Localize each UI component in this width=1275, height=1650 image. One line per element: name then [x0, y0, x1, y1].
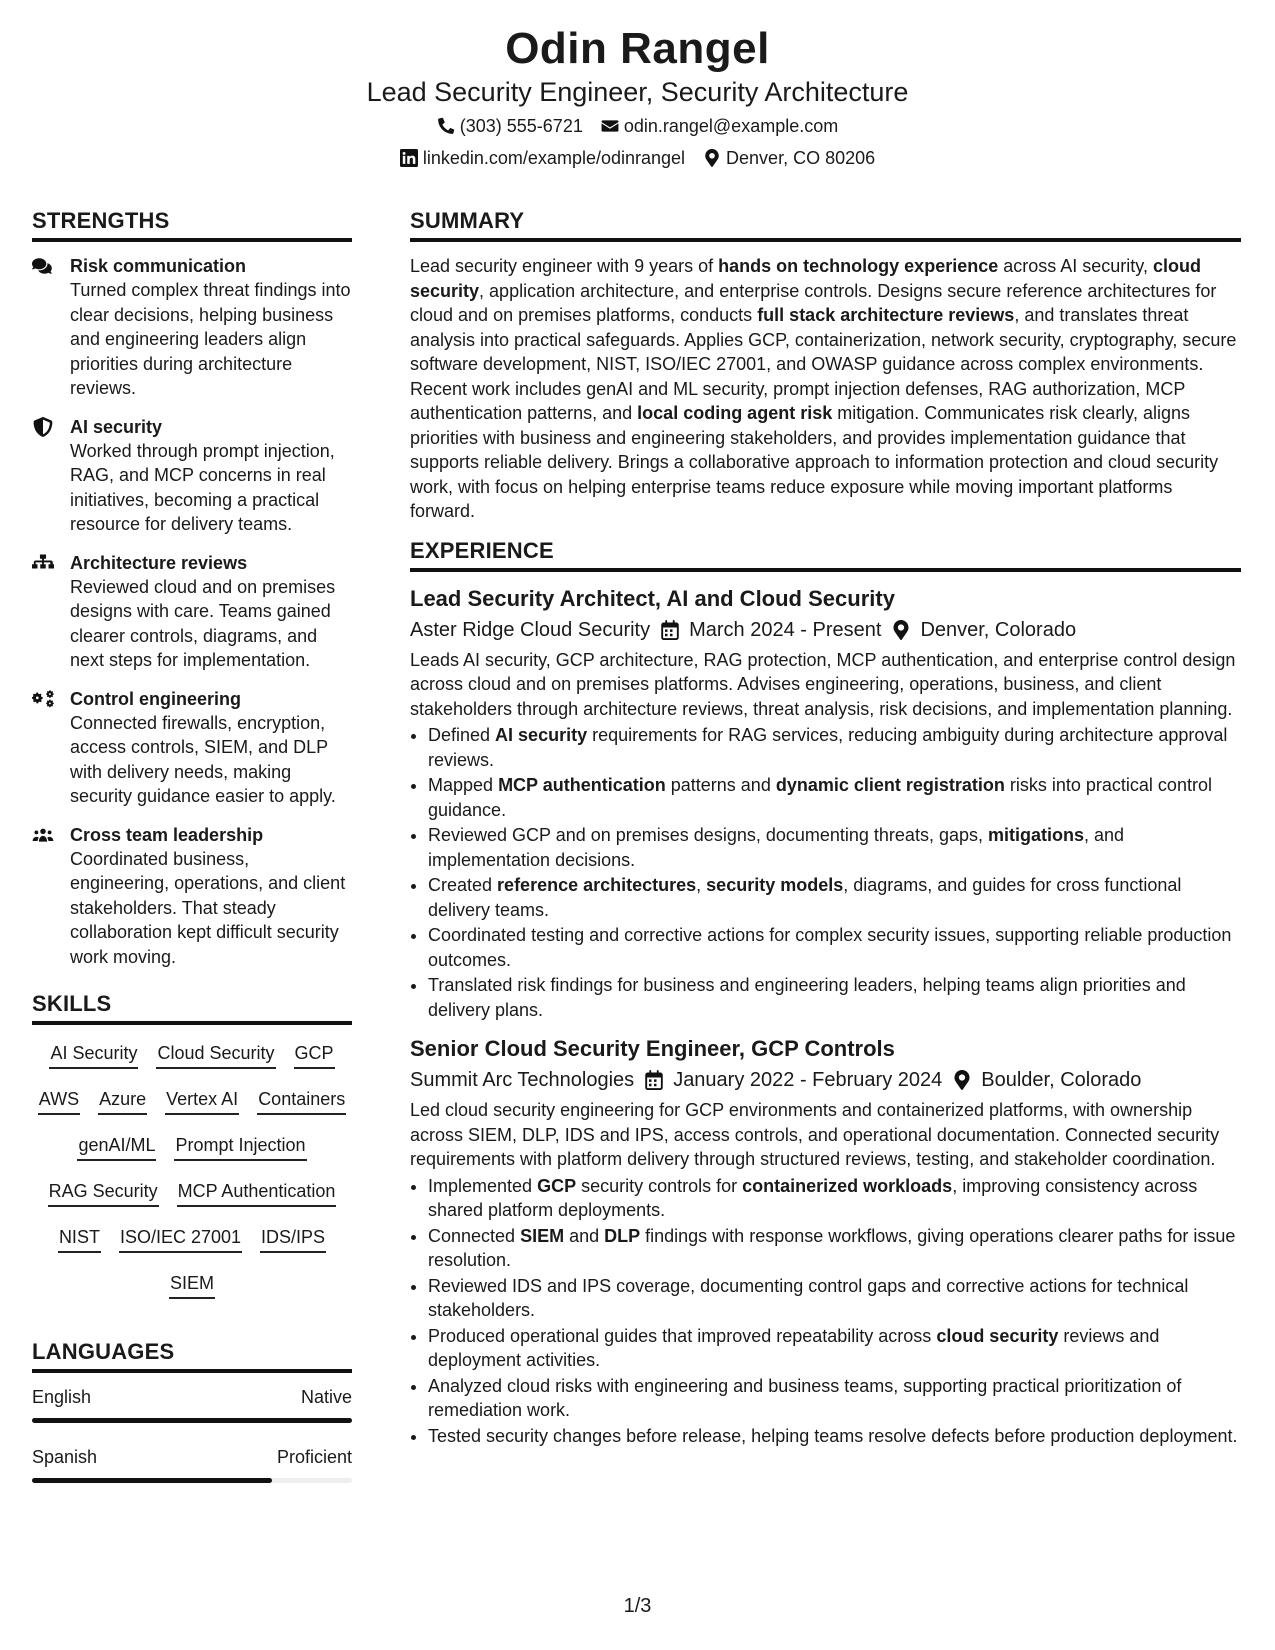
- emphasis-text: hands on technology experience: [718, 256, 999, 276]
- language-item: [32, 1385, 352, 1423]
- language-item: [32, 1445, 352, 1483]
- strength-title: Architecture reviews: [70, 552, 248, 573]
- left-column: [32, 208, 352, 1505]
- skill-tag: IDS/IPS: [260, 1225, 326, 1253]
- strength-desc: Reviewed cloud and on premises designs with care. Teams gained clearer controls, diagrams, and next steps for implementation.: [70, 576, 336, 670]
- strength-desc: Turned complex threat findings into clear decisions, helping business and engineering leaders align priorities during architecture reviews.: [70, 280, 351, 398]
- skills-list: [32, 1037, 352, 1299]
- job-entry: [410, 1034, 1241, 1448]
- comments-icon: [32, 256, 54, 276]
- map-pin-icon: [952, 1070, 972, 1090]
- emphasis-text: mitigations: [987, 825, 1084, 845]
- language-name: Spanish: [32, 1447, 98, 1467]
- job-company: Aster Ridge Cloud Security: [410, 618, 651, 641]
- users-icon: [32, 825, 54, 845]
- sitemap-icon: [32, 553, 54, 573]
- strength-title: Control engineering: [70, 688, 241, 709]
- job-bullet: [428, 873, 1241, 922]
- skill-tag: NIST: [58, 1225, 101, 1253]
- language-level: Proficient: [276, 1447, 352, 1467]
- skill-tag: AWS: [38, 1087, 80, 1115]
- emphasis-text: cloud security: [410, 256, 1201, 301]
- text-segment: , and translates threat analysis into practical safeguards. Applies GCP, containerization, network security, cryptography, secure software development, NIST, ISO/IEC 27001, and OWASP guidance across complex environments. Recent work includes genAI and ML security, prompt injection defenses, RAG authorization, MCP authentication patterns, and: [410, 305, 1237, 423]
- summary-text: [410, 254, 1241, 524]
- job-bullet: [428, 1274, 1241, 1323]
- location-text: Denver, CO 80206: [726, 148, 876, 168]
- skill-tag: Containers: [257, 1087, 346, 1115]
- text-segment: , diagrams, and guides for cross functional delivery teams.: [428, 875, 1182, 920]
- skills-heading: SKILLS: [32, 991, 352, 1025]
- skill-tag: GCP: [294, 1041, 335, 1069]
- emphasis-text: cloud security: [936, 1325, 1059, 1346]
- strength-title: Cross team leadership: [70, 824, 264, 845]
- text-segment: , application architecture, and enterprise controls. Designs secure reference architectures for cloud and on premises platforms, conducts: [410, 280, 1217, 325]
- text-segment: , and implementation decisions.: [428, 825, 1125, 870]
- job-entry: [410, 584, 1241, 1023]
- summary-heading: SUMMARY: [410, 208, 1241, 242]
- emphasis-text: full stack architecture reviews: [757, 305, 1015, 325]
- text-segment: security controls for: [576, 1175, 743, 1196]
- resume-header: [0, 0, 1275, 174]
- job-bullet: [428, 773, 1241, 822]
- text-segment: patterns and: [665, 775, 776, 795]
- job-bullet: [428, 723, 1241, 772]
- strength-item: [32, 823, 352, 970]
- job-bullet: [428, 1324, 1241, 1373]
- job-dates: January 2022 - February 2024: [673, 1069, 943, 1091]
- text-segment: Produced operational guides that improved repeatability across: [428, 1325, 937, 1346]
- phone-text: (303) 555-6721: [459, 116, 583, 136]
- job-bullet: [428, 1424, 1241, 1449]
- text-segment: findings with response workflows, giving operations clearer paths for issue resolution.: [428, 1225, 1236, 1270]
- job-dates: March 2024 - Present: [689, 618, 882, 641]
- job-bullet: [428, 973, 1241, 1022]
- strength-desc: Worked through prompt injection, RAG, and MCP concerns in real initiatives, becoming a practical resource for delivery teams.: [70, 440, 335, 534]
- text-segment: Defined: [428, 725, 496, 745]
- language-name: English: [32, 1387, 92, 1407]
- skill-tag: Prompt Injection: [174, 1133, 306, 1161]
- text-segment: across AI security,: [998, 256, 1153, 276]
- emphasis-text: local coding agent risk: [637, 403, 833, 423]
- language-level: Native: [300, 1387, 352, 1407]
- envelope-icon: [601, 117, 619, 135]
- skill-tag: MCP Authentication: [177, 1179, 337, 1207]
- text-segment: Lead security engineer with 9 years of: [410, 256, 719, 276]
- text-segment: requirements for RAG services, reducing ambiguity during architecture approval reviews.: [428, 725, 1228, 770]
- location-contact: [703, 142, 875, 174]
- emphasis-text: MCP authentication: [498, 775, 666, 795]
- strength-item: [32, 687, 352, 809]
- calendar-icon: [644, 1070, 664, 1090]
- strength-title: AI security: [70, 416, 163, 437]
- map-pin-icon: [703, 149, 721, 167]
- text-segment: Translated risk findings for business and engineering leaders, helping teams align priorities and delivery plans.: [428, 975, 1186, 1020]
- text-segment: , improving consistency across shared platform deployments.: [428, 1175, 1198, 1220]
- job-title: Lead Security Architect, AI and Cloud Security: [410, 585, 895, 611]
- strength-item: [32, 254, 352, 401]
- emphasis-text: GCP: [537, 1175, 577, 1196]
- strength-item: [32, 551, 352, 673]
- calendar-icon: [660, 620, 680, 640]
- skill-tag: Azure: [98, 1087, 147, 1115]
- strength-title: Risk communication: [70, 256, 247, 276]
- skill-tag: RAG Security: [48, 1179, 159, 1207]
- language-bar: [32, 1478, 352, 1483]
- strength-desc: Coordinated business, engineering, operations, and client stakeholders. That steady collaboration kept difficult security work moving.: [70, 848, 346, 967]
- text-segment: Connected: [428, 1225, 521, 1246]
- strength-desc: Connected firewalls, encryption, access controls, SIEM, and DLP with delivery needs, making security guidance easier to apply.: [70, 712, 336, 806]
- right-column: [410, 208, 1241, 1505]
- contact-line-2: [0, 142, 1275, 174]
- emphasis-text: AI security: [495, 725, 588, 745]
- job-bullet: [428, 923, 1241, 972]
- text-segment: risks into practical control guidance.: [428, 775, 1212, 820]
- text-segment: ,: [696, 875, 707, 895]
- map-pin-icon: [891, 620, 911, 640]
- job-bullet: [428, 1174, 1241, 1223]
- contact-line-1: [0, 110, 1275, 142]
- job-meta: [410, 1064, 1241, 1096]
- emphasis-text: dynamic client registration: [775, 775, 1005, 795]
- job-meta: [410, 614, 1241, 646]
- emphasis-text: SIEM: [520, 1225, 565, 1246]
- linkedin-contact[interactable]: [400, 142, 685, 174]
- emphasis-text: containerized workloads: [742, 1175, 953, 1196]
- job-bullet: [428, 823, 1241, 872]
- strengths-list: [32, 254, 352, 969]
- skill-tag: Cloud Security: [156, 1041, 275, 1069]
- text-segment: Implemented: [428, 1175, 538, 1196]
- job-bullets: [410, 723, 1241, 1022]
- emphasis-text: security models: [706, 875, 844, 895]
- phone-icon: [437, 117, 455, 135]
- page-number: 1/3: [623, 1595, 652, 1617]
- text-segment: and: [564, 1225, 605, 1246]
- skill-tag: ISO/IEC 27001: [119, 1225, 242, 1253]
- text-segment: Coordinated testing and corrective actions for complex security issues, supporting reliable production outcomes.: [428, 925, 1232, 970]
- languages-list: [32, 1385, 352, 1483]
- job-company: Summit Arc Technologies: [410, 1069, 635, 1091]
- email-contact[interactable]: [601, 110, 838, 142]
- emphasis-text: DLP: [604, 1225, 641, 1246]
- shield-icon: [32, 417, 54, 437]
- language-bar-fill: [32, 1478, 272, 1483]
- job-bullet: [428, 1224, 1241, 1273]
- languages-heading: LANGUAGES: [32, 1339, 352, 1373]
- linkedin-text: linkedin.com/example/odinrangel: [422, 148, 686, 168]
- job-bullets: [410, 1174, 1241, 1449]
- resume-body: [32, 208, 1243, 1505]
- job-description: Leads AI security, GCP architecture, RAG protection, MCP authentication, and enterprise control design across cloud and on premises platforms. Advises engineering, operations, business, and client stakeholders through architecture reviews, threat analysis, risk decisions, and implementation planning.: [410, 649, 1236, 719]
- language-bar: [32, 1418, 352, 1423]
- skill-tag: AI Security: [49, 1041, 138, 1069]
- text-segment: mitigation. Communicates risk clearly, aligns priorities with business and engineering stakeholders, and provides implementation guidance that supports reliable delivery. Brings a collaborative approach to information protection and cloud security work, with focus on helping enterprise teams reduce exposure while moving important platforms forward.: [410, 403, 1219, 521]
- phone-contact[interactable]: [437, 110, 583, 142]
- strength-item: [32, 415, 352, 537]
- text-segment: Analyzed cloud risks with engineering and business teams, supporting practical prioritization of remediation work.: [428, 1375, 1182, 1420]
- candidate-title: Lead Security Engineer, Security Architecture: [366, 77, 909, 107]
- text-segment: reviews and deployment activities.: [428, 1325, 1160, 1370]
- experience-heading: EXPERIENCE: [410, 538, 1241, 572]
- emphasis-text: reference architectures: [497, 875, 697, 895]
- job-location: Denver, Colorado: [920, 618, 1077, 641]
- text-segment: Created: [428, 875, 498, 895]
- skill-tag: SIEM: [169, 1271, 215, 1299]
- email-text: odin.rangel@example.com: [623, 116, 839, 136]
- skill-tag: Vertex AI: [165, 1087, 239, 1115]
- candidate-name: Odin Rangel: [505, 24, 770, 73]
- gears-icon: [32, 689, 54, 709]
- text-segment: Mapped: [428, 775, 499, 795]
- text-segment: Tested security changes before release, helping teams resolve defects before production deployment.: [428, 1425, 1238, 1446]
- language-bar-fill: [32, 1418, 352, 1423]
- job-location: Boulder, Colorado: [981, 1069, 1142, 1091]
- text-segment: Reviewed GCP and on premises designs, documenting threats, gaps,: [428, 825, 988, 845]
- text-segment: Reviewed IDS and IPS coverage, documenting control gaps and corrective actions for technical stakeholders.: [428, 1275, 1189, 1320]
- job-bullet: [428, 1374, 1241, 1423]
- skill-tag: genAI/ML: [77, 1133, 156, 1161]
- job-title: Senior Cloud Security Engineer, GCP Controls: [410, 1036, 895, 1061]
- strengths-heading: STRENGTHS: [32, 208, 352, 242]
- job-description: Led cloud security engineering for GCP environments and containerized platforms, with ownership across SIEM, DLP, IDS and IPS, access controls, and operational documentation. Connected security requirements with platform delivery through structured reviews, testing, and stakeholder coordination.: [410, 1100, 1220, 1169]
- linkedin-icon: [400, 149, 418, 167]
